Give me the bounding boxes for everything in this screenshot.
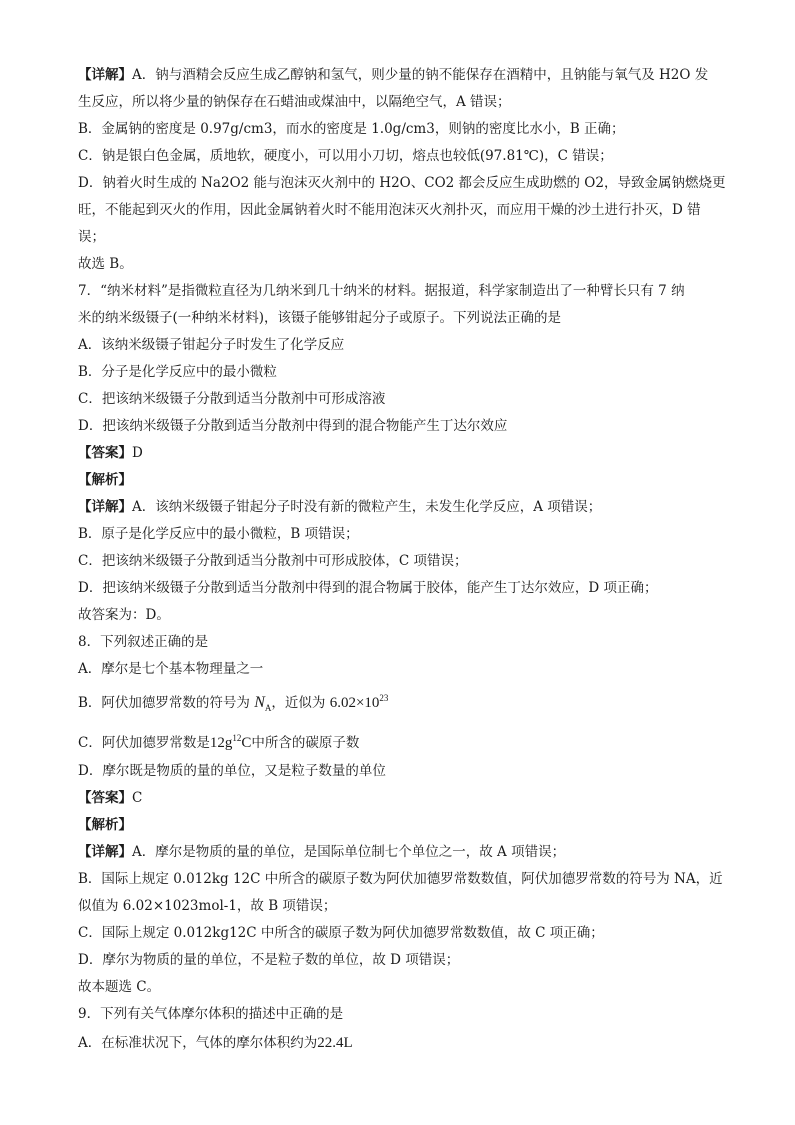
answer-tag: 【答案】	[78, 790, 132, 807]
q7-option-c: C．把该纳米级镊子分散到适当分散剂中可形成溶液	[78, 391, 386, 407]
q7-detail-a: 【详解】A．该纳米级镊子钳起分子时没有新的微粒产生，未发生化学反应，A 项错误；	[78, 499, 602, 515]
q6-conclusion: 故选 B。	[78, 256, 133, 272]
q9-option-a: A．在标准状况下，气体的摩尔体积约为22.4L	[78, 1035, 353, 1052]
q8-analysis-tag: 【解析】	[78, 817, 132, 834]
q6-detail-c: C．钠是银白色金属，质地软，硬度小，可以用小刀切，熔点也较低(97.81℃)，C 错误；	[78, 148, 613, 164]
q8-detail-b-line1: B．国际上规定 0.012kg 12C 中所含的碳原子数为阿伏加德罗常数数值，阿伏加德罗常数的符号为 NA，近	[78, 871, 723, 888]
q7-detail-d: D．把该纳米级镊子分散到适当分散剂中得到的混合物属于胶体，能产生丁达尔效应，D 项正确；	[78, 580, 658, 596]
q6-detail-d-line3: 误；	[78, 229, 105, 245]
answer-tag: 【答案】	[78, 445, 132, 461]
carbon-12-mass: $12g^{12}C$	[209, 733, 252, 752]
q8-answer	[78, 785, 718, 812]
q8-option-b: B．阿伏加德罗常数的符号为 $N_A$，近似为 $6.02\times 10^{23}$	[78, 693, 389, 714]
q7-conclusion: 故答案为：D。	[78, 607, 170, 623]
q7-stem-line2: 米的纳米级镊子(一种纳米材料)，该镊子能够钳起分子或原子。下列说法正确的是	[78, 310, 562, 326]
q8-conclusion: 故本题选 C。	[78, 979, 161, 996]
q8-option-d: D．摩尔既是物质的量的单位，又是粒子数量的单位	[78, 763, 386, 780]
q7-option-b: B．分子是化学反应中的最小微粒	[78, 364, 277, 380]
q6-detail-a-line2: 生反应，所以将少量的钠保存在石蜡油或煤油中，以隔绝空气，A 错误；	[78, 94, 511, 110]
q8-option-c: C．阿伏加德罗常数是$12g^{12}C$中所含的碳原子数	[78, 733, 360, 752]
q7-answer-value: D	[132, 445, 143, 461]
q7-answer	[78, 440, 718, 467]
q6-detail-b: B．金属钠的密度是 0.97g/cm3，而水的密度是 1.0g/cm3，则钠的密度比水小，B 正确；	[78, 121, 625, 137]
detail-tag: 【详解】	[78, 844, 132, 861]
q6-detail-d-line2: 旺，不能起到灭火的作用，因此金属钠着火时不能用泡沫灭火剂扑灭，而应用干燥的沙土进行扑灭，D 错	[78, 202, 701, 218]
q8-detail-c: C．国际上规定 0.012kg12C 中所含的碳原子数为阿伏加德罗常数数值，故 C 项正确；	[78, 925, 604, 942]
q7-option-d: D．把该纳米级镊子分散到适当分散剂中得到的混合物能产生丁达尔效应	[78, 418, 508, 434]
detail-tag: 【详解】	[78, 499, 132, 515]
q7-option-a: A．该纳米级镊子钳起分子时发生了化学反应	[78, 337, 345, 353]
q8-answer-value: C	[132, 790, 143, 807]
q7-detail-c: C．把该纳米级镊子分散到适当分散剂中可形成胶体，C 项错误；	[78, 553, 468, 569]
q8-detail-b-line2: 似值为 6.02×1023mol-1，故 B 项错误；	[78, 898, 337, 915]
molar-volume-value: 22.4L	[317, 1035, 353, 1052]
q8-detail-a: 【详解】A．摩尔是物质的量的单位，是国际单位制七个单位之一，故 A 项错误；	[78, 844, 566, 861]
q9-stem: 9．下列有关气体摩尔体积的描述中正确的是	[78, 1006, 344, 1023]
q7-analysis-tag: 【解析】	[78, 472, 132, 488]
q8-option-a: A．摩尔是七个基本物理量之一	[78, 661, 264, 677]
q7-stem-line1: 7．“纳米材料”是指微粒直径为几纳米到几十纳米的材料。据报道，科学家制造出了一种臂长只有 7 纳	[78, 283, 685, 299]
q8-stem: 8．下列叙述正确的是	[78, 634, 209, 650]
q8-detail-d: D．摩尔为物质的量的单位，不是粒子数的单位，故 D 项错误；	[78, 952, 460, 969]
detail-tag: 【详解】	[78, 67, 132, 83]
page-content	[78, 62, 726, 1058]
q6-detail-a-line1: 【详解】A．钠与酒精会反应生成乙醇钠和氢气，则少量的钠不能保存在酒精中，且钠能与氧气及 H2O 发	[78, 67, 709, 83]
q6-detail-d-line1: D．钠着火时生成的 Na2O2 能与泡沫灭火剂中的 H2O、CO2 都会反应生成助燃的 O2，导致金属钠燃烧更	[78, 175, 726, 191]
q7-detail-b: B．原子是化学反应中的最小微粒，B 项错误；	[78, 526, 359, 542]
avogadro-value: $6.02\times 10^{23}$	[329, 693, 389, 711]
avogadro-symbol: $N_A$	[254, 694, 272, 714]
